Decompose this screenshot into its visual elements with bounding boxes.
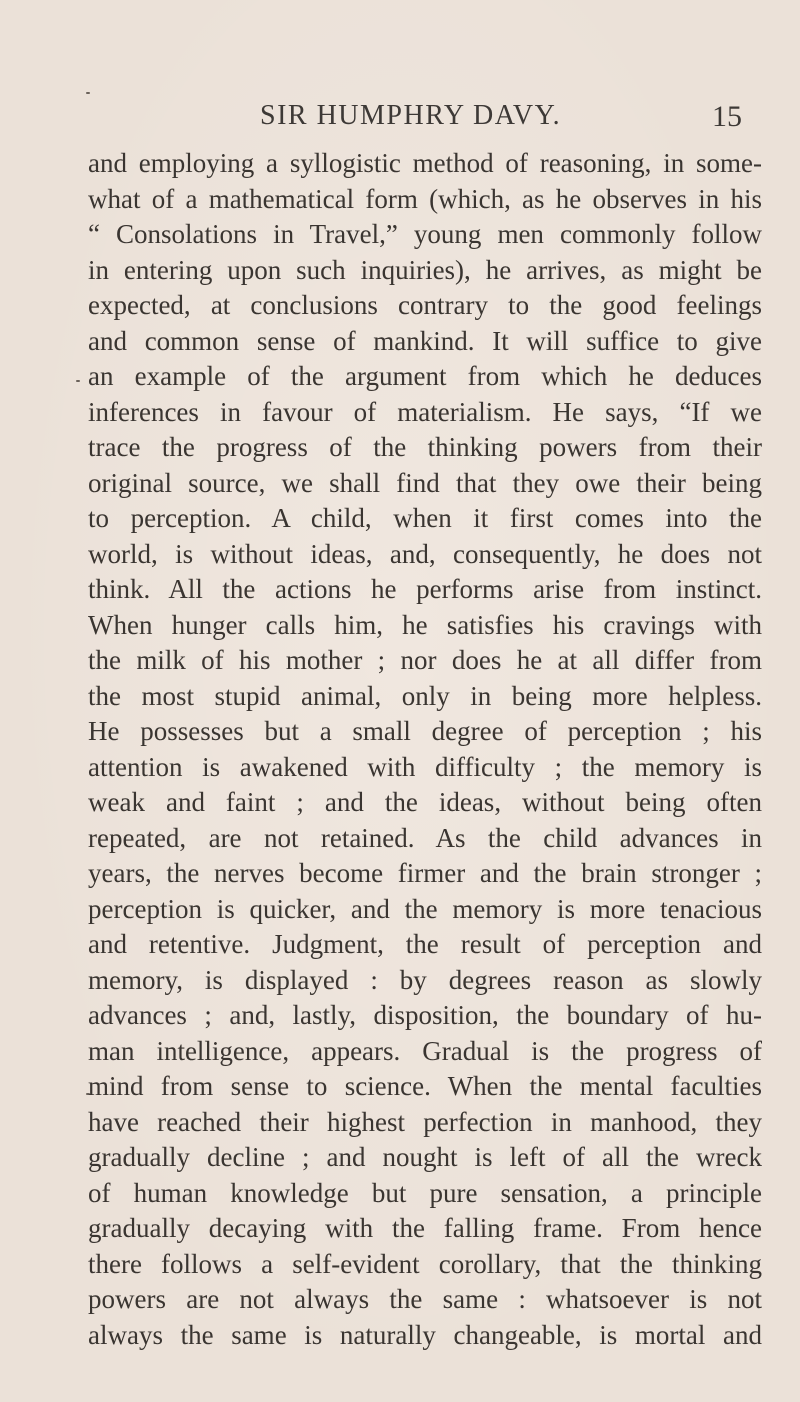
text-line: years, the nerves become firmer and the brain stronger ; <box>88 858 762 888</box>
text-line: the milk of his mother ; nor does he at all differ from <box>88 645 762 675</box>
text-line: When hunger calls him, he satisfies his cravings with <box>88 609 762 640</box>
text-line: to perception. A child, when it first comes into the <box>88 503 762 533</box>
text-line: weak and faint ; and the ideas, without being often <box>88 787 762 817</box>
text-line: original source, we shall find that they owe their being <box>88 467 762 498</box>
text-line: expected, at conclusions contrary to the good feelings <box>88 290 762 320</box>
text-line: advances ; and, lastly, disposition, the boundary of hu- <box>88 1000 762 1030</box>
ink-speck <box>86 92 90 94</box>
text-line: an example of the argument from which he deduces <box>88 361 762 391</box>
text-line: and employing a syllogistic method of reasoning, in some- <box>88 148 762 178</box>
running-head: SIR HUMPHRY DAVY. <box>260 100 562 131</box>
text-line: have reached their highest perfection in manhood, they <box>88 1106 762 1137</box>
text-line: memory, is displayed : by degrees reason as slowly <box>88 964 762 995</box>
text-line: what of a mathematical form (which, as he observes in his <box>88 183 762 214</box>
text-line: gradually decaying with the falling frame. From hence <box>88 1213 762 1243</box>
text-line: “ Consolations in Travel,” young men commonly follow <box>88 219 762 249</box>
text-line: world, is without ideas, and, consequently, he does not <box>88 538 762 569</box>
text-line: perception is quicker, and the memory is more tenacious <box>88 893 762 924</box>
text-line: gradually decline ; and nought is left of all the wreck <box>88 1142 762 1172</box>
body-text <box>88 146 762 1353</box>
text-line: powers are not always the same : whatsoever is not <box>88 1284 762 1314</box>
text-line: inferences in favour of materialism. He says, “If we <box>88 396 762 427</box>
text-line: in entering upon such inquiries), he arrives, as might be <box>88 254 762 285</box>
text-line: trace the progress of the thinking powers from their <box>88 432 762 462</box>
text-line: always the same is naturally changeable, is mortal and <box>88 1319 762 1350</box>
text-line: and common sense of mankind. It will suffice to give <box>88 325 762 356</box>
text-line: think. All the actions he performs arise from instinct. <box>88 574 762 604</box>
text-line: there follows a self-evident corollary, that the thinking <box>88 1248 762 1279</box>
text-line: attention is awakened with difficulty ; the memory is <box>88 751 762 782</box>
text-line: man intelligence, appears. Gradual is the progress of <box>88 1035 762 1066</box>
text-line: and retentive. Judgment, the result of perception and <box>88 929 762 959</box>
ink-speck <box>76 380 80 382</box>
text-line: the most stupid animal, only in being more helpless. <box>88 680 762 711</box>
text-line: repeated, are not retained. As the child advances in <box>88 822 762 853</box>
text-line: of human knowledge but pure sensation, a principle <box>88 1177 762 1208</box>
text-line: He possesses but a small degree of perception ; his <box>88 716 762 746</box>
page-number: 15 <box>712 100 742 133</box>
page-header <box>0 100 800 140</box>
text-line: mind from sense to science. When the mental faculties <box>88 1071 762 1101</box>
